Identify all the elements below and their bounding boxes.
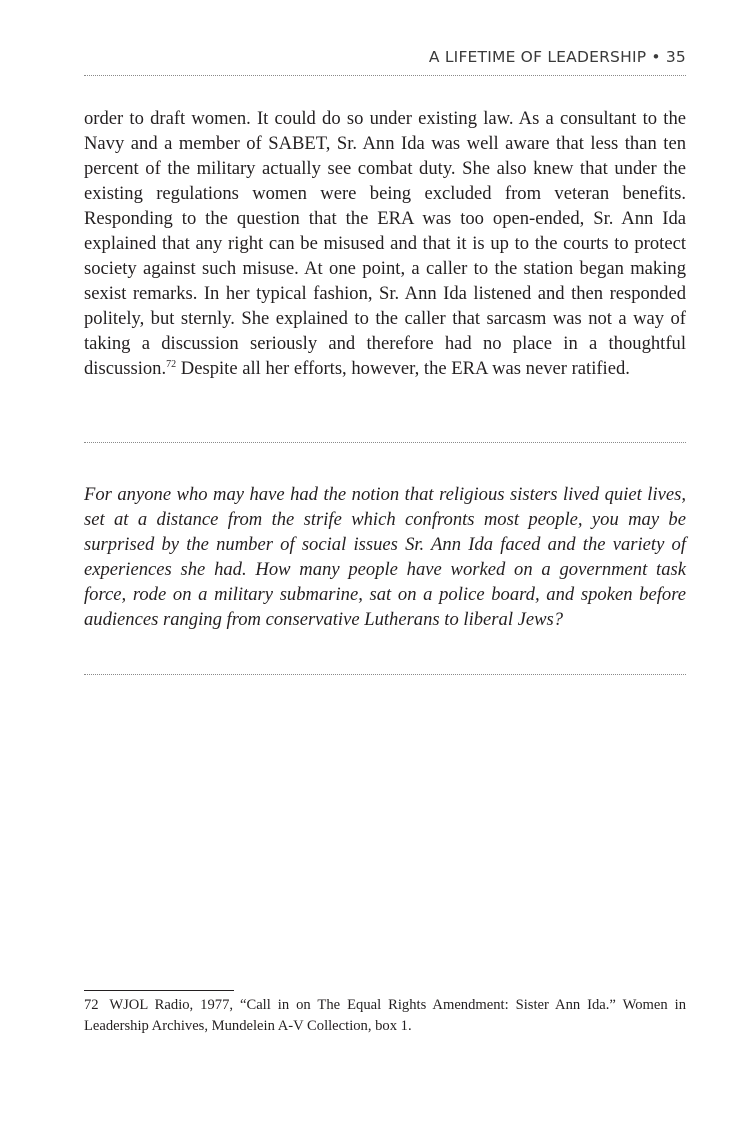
footnote-text: WJOL Radio, 1977, “Call in on The Equal Rights Amendment: Sister Ann Ida.” Women in Leadership Archives, Mundelein A-V Collection, box 1. bbox=[84, 997, 687, 1034]
body-text-after-note: Despite all her efforts, however, the ERA was never ratified. bbox=[176, 358, 630, 379]
footnote-number: 72 bbox=[84, 997, 99, 1013]
running-header: A LIFETIME OF LEADERSHIP • 35 bbox=[428, 48, 686, 66]
pullquote-bottom-rule bbox=[84, 674, 686, 675]
pullquote-top-rule bbox=[84, 442, 686, 443]
header-dotted-rule bbox=[84, 75, 686, 76]
body-text-before-note: order to draft women. It could do so under existing law. As a consultant to the Navy and a member of SABET, Sr. Ann Ida was well aware that less than ten percent of the military actually see combat duty. She also knew that under the existing regulations women were being excluded from veteran benefits. Responding to the question that the ERA was too open-ended, Sr. Ann Ida explained that any right can be misused and that it is up to the courts to protect society against such misuse. At one point, a caller to the station began making sexist remarks. In her typical fashion, Sr. Ann Ida listened and then responded politely, but sternly. She explained to the caller that sarcasm was not a way of taking a discussion seriously and therefore had no place in a thoughtful discussion. bbox=[84, 108, 686, 379]
footnote-separator bbox=[84, 990, 234, 991]
footnote-reference: 72 bbox=[166, 358, 177, 370]
footnote bbox=[84, 995, 686, 1037]
pullquote: For anyone who may have had the notion that religious sisters lived quiet lives, set at a distance from the strife which confronts most people, you may be surprised by the number of social issues Sr. Ann Ida faced and the variety of experiences she had. How many people have worked on a government task force, rode on a military submarine, sat on a police board, and spoken before audiences ranging from conservative Lutherans to liberal Jews? bbox=[84, 484, 686, 630]
body-paragraph bbox=[84, 106, 686, 381]
